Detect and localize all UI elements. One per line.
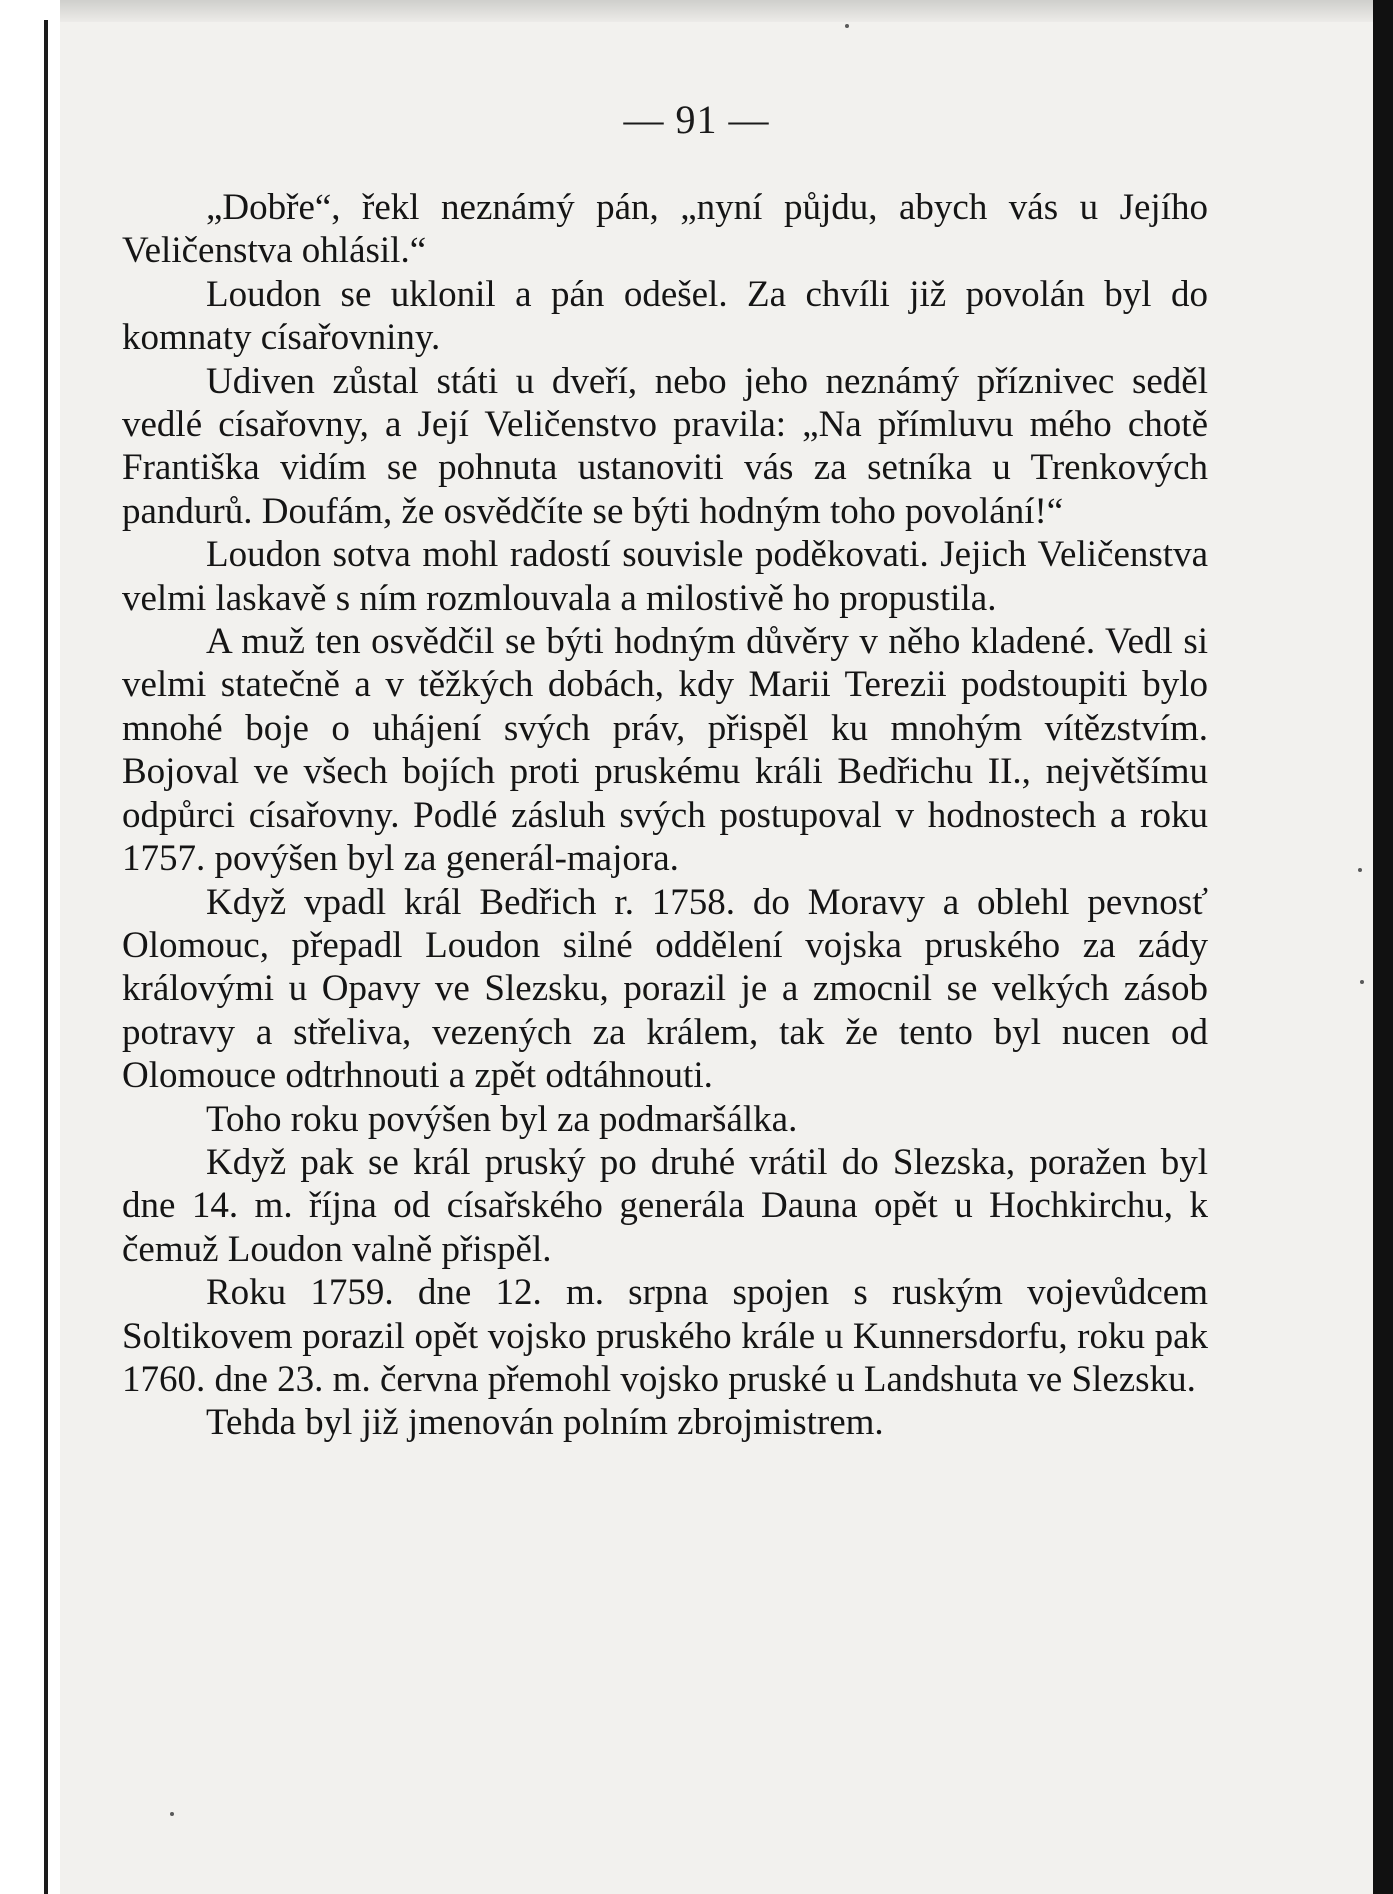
- left-binding-margin: [0, 0, 60, 1894]
- top-page-edge: [40, 0, 1393, 22]
- paragraph: Loudon se uklonil a pán odešel. Za chvíli již povolán byl do komnaty císařovniny.: [122, 273, 1208, 359]
- paragraph: A muž ten osvědčil se býti hodným důvěry v něho kladené. Vedl si velmi statečně a v těžkých dobách, kdy Marii Terezii podstoupiti bylo mnohé boje o uhájení svých práv, přispěl ku mnohým vítězstvím. Bojoval ve všech bojích proti pruskému králi Bedřichu II., největšímu odpůrci císařovny. Podlé zásluh svých postupoval v hodnostech a roku 1757. povýšen byl za generál-majora.: [122, 621, 1208, 880]
- scan-speck: [170, 1812, 174, 1816]
- paragraph: Roku 1759. dne 12. m. srpna spojen s ruským vojevůdcem Soltikovem porazil opět vojsko pruského krále u Kunnersdorfu, roku pak 1760. dne 23. m. června přemohl vojsko pruské u Landshuta ve Slezsku.: [122, 1272, 1208, 1400]
- paragraph: Toho roku povýšen byl za podmaršálka.: [206, 1098, 798, 1140]
- scan-speck: [1360, 980, 1364, 984]
- paragraph: „Dobře“, řekl neznámý pán, „nyní půjdu, abych vás u Jejího Veličenstva ohlásil.“: [122, 187, 1208, 272]
- paragraph: Loudon sotva mohl radostí souvisle poděkovati. Jejich Veličenstva velmi laskavě s ním rozmlouvala a milostivě ho propustila.: [122, 534, 1208, 619]
- binding-edge-line: [44, 20, 48, 1894]
- body-text: [122, 186, 1208, 1445]
- scan-speck: [845, 24, 849, 28]
- paragraph: Tehda byl již jmenován polním zbrojmistrem.: [206, 1402, 884, 1444]
- page-number: — 91 —: [623, 97, 770, 142]
- paragraph: Když vpadl král Bedřich r. 1758. do Moravy a oblehl pevnosť Olomouc, přepadl Loudon silné oddělení vojska pruského za zády královými u Opavy ve Slezsku, porazil je a zmocnil se velkých zásob potravy a střeliva, vezených za králem, tak že tento byl nucen od Olomouce odtrhnouti a zpět odtáhnouti.: [122, 881, 1208, 1097]
- paragraph: Udiven zůstal státi u dveří, nebo jeho neznámý příznivec seděl vedlé císařovny, a Její Veličenstvo pravila: „Na přímluvu mého chotě Františka vidím se pohnuta ustanoviti vás za setníka u Trenkových pandurů. Doufám, že osvědčíte se býti hodným toho povolání!“: [122, 360, 1208, 532]
- paragraph: Když pak se král pruský po druhé vrátil do Slezska, poražen byl dne 14. m. října od císařského generála Dauna opět u Hochkirchu, k čemuž Loudon valně přispěl.: [122, 1141, 1208, 1270]
- right-scan-border: [1373, 0, 1393, 1894]
- scan-speck: [1358, 868, 1362, 872]
